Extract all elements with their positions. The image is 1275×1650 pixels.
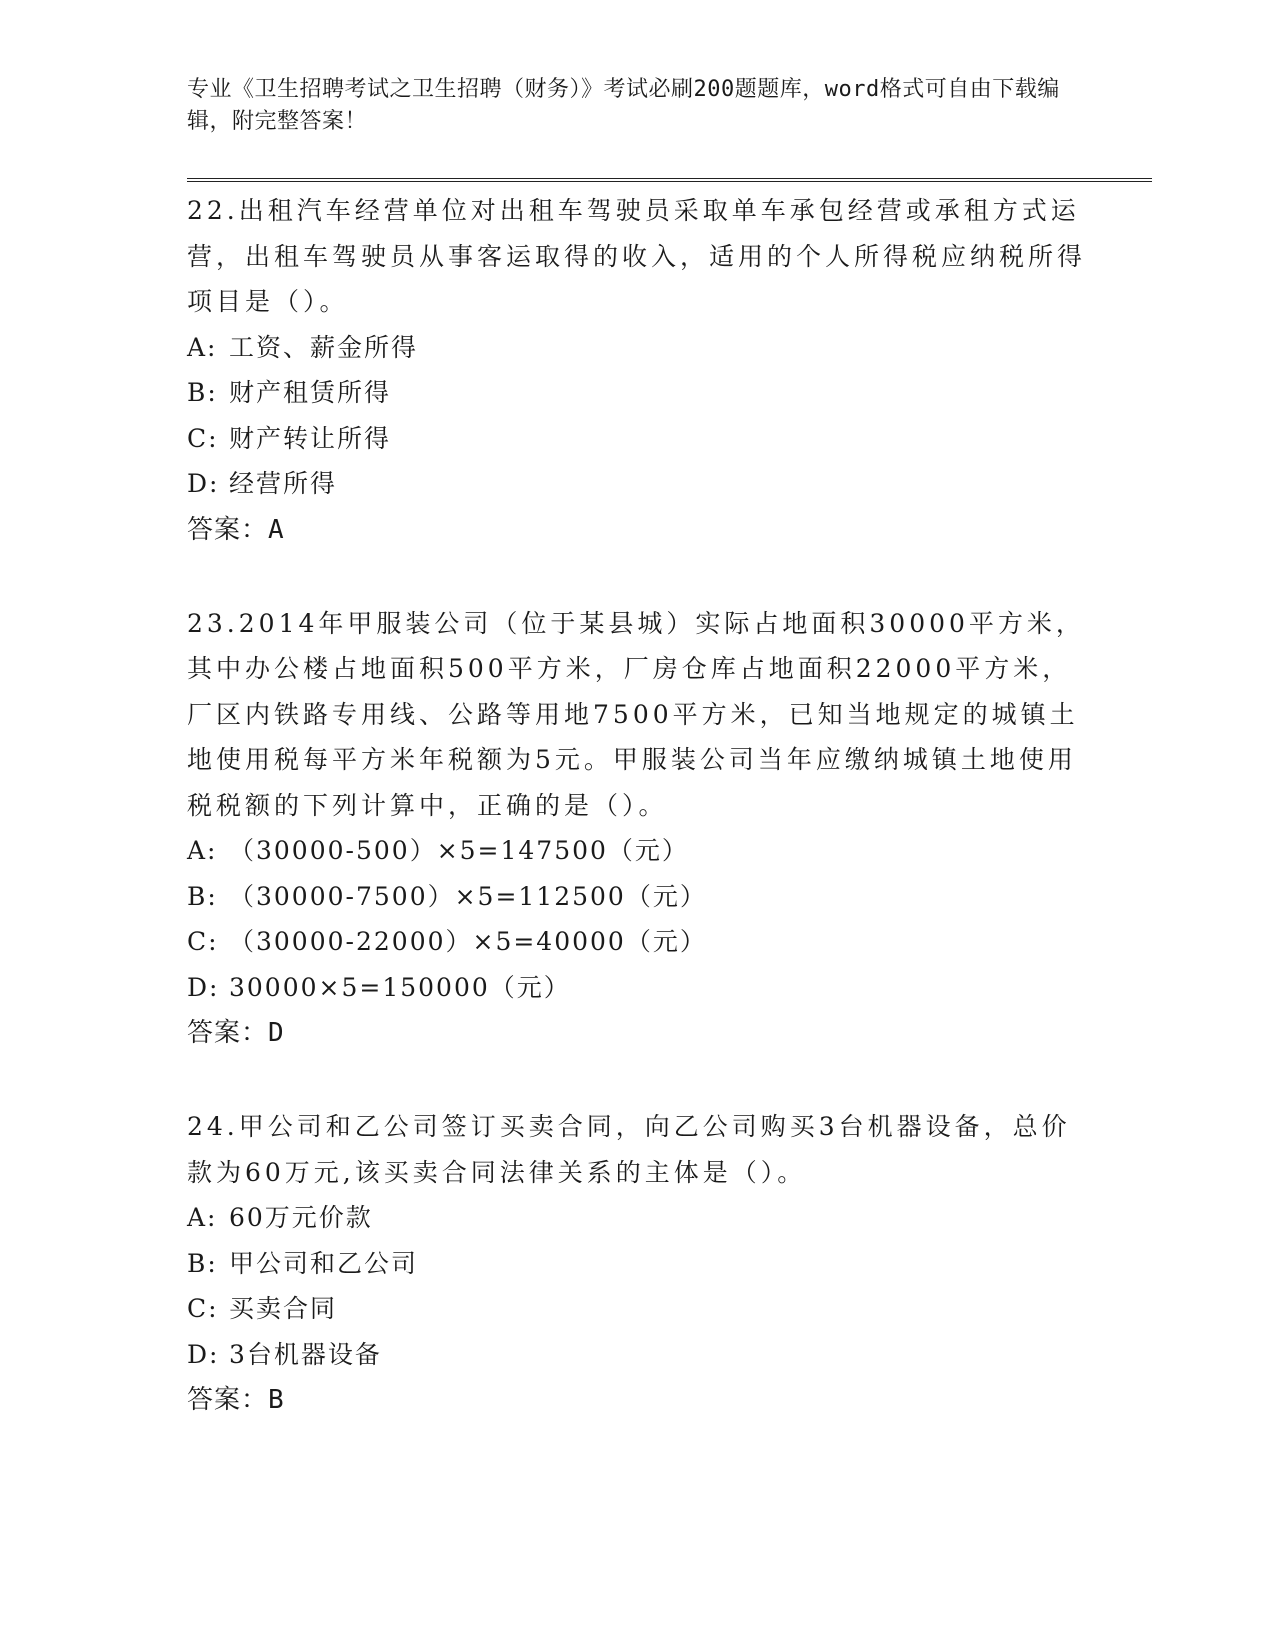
option-letter: D: [187,469,220,498]
option-d [187,1332,1087,1378]
question-item [187,601,1087,1057]
option-letter: B: [187,378,218,407]
option-a [187,1195,1087,1241]
option-c [187,919,1087,965]
option-b [187,1241,1087,1287]
option-letter: A: [187,836,218,865]
question-list [187,188,1087,1471]
option-d [187,461,1087,507]
option-b [187,370,1087,416]
question-stem: 23.2014年甲服装公司（位于某县城）实际占地面积30000平方米，其中办公楼占地面积500平方米，厂房仓库占地面积22000平方米，厂区内铁路专用线、公路等用地7500平方米，已知当地规定的城镇土地使用税每平方米年税额为5元。甲服装公司当年应缴纳城镇土地使用税税额的下列计算中，正确的是（）。 [187,608,1085,820]
option-text: 3台机器设备 [229,1339,382,1369]
document-page [187,0,1087,1650]
option-c [187,1286,1087,1332]
question-stem: 22.出租汽车经营单位对出租车驾驶员采取单车承包经营或承租方式运营，出租车驾驶员从事客运取得的收入，适用的个人所得税应纳税所得项目是（）。 [187,196,1087,316]
answer-line: 答案：B [187,1385,285,1415]
option-a [187,828,1087,874]
option-text: 经营所得 [229,469,338,498]
option-letter: C: [187,927,219,956]
option-letter: B: [187,1248,218,1278]
document-header: 专业《卫生招聘考试之卫生招聘（财务）》考试必刷200题题库，word格式可自由下载编辑，附完整答案！ [187,77,1060,134]
header-divider [187,178,1152,182]
option-b [187,874,1087,920]
option-letter: A: [187,1203,218,1232]
option-text: 甲公司和乙公司 [229,1248,419,1278]
option-text: 30000×5=150000（元） [229,972,571,1002]
option-text: 60万元价款 [229,1203,373,1232]
option-text: 财产转让所得 [229,423,392,453]
option-d [187,965,1087,1011]
option-a [187,325,1087,371]
option-text: 财产租赁所得 [229,378,392,407]
answer-line: 答案：A [187,514,285,545]
question-item [187,1104,1087,1423]
option-letter: C: [187,1294,219,1323]
option-letter: D: [187,1339,220,1369]
question-stem: 24.甲公司和乙公司签订买卖合同，向乙公司购买3台机器设备，总价款为60万元,该买卖合同法律关系的主体是（）。 [187,1112,1071,1187]
answer-line: 答案：D [187,1018,285,1048]
option-text: 买卖合同 [229,1294,338,1323]
question-item [187,188,1087,553]
option-text: 工资、薪金所得 [229,332,419,362]
option-letter: A: [187,332,218,362]
option-letter: B: [187,881,218,911]
option-c [187,416,1087,462]
option-text: （30000-22000）×5=40000（元） [229,927,707,956]
option-text: （30000-500）×5=147500（元） [229,836,689,865]
option-letter: D: [187,972,220,1002]
option-text: （30000-7500）×5=112500（元） [229,881,707,911]
option-letter: C: [187,423,219,453]
